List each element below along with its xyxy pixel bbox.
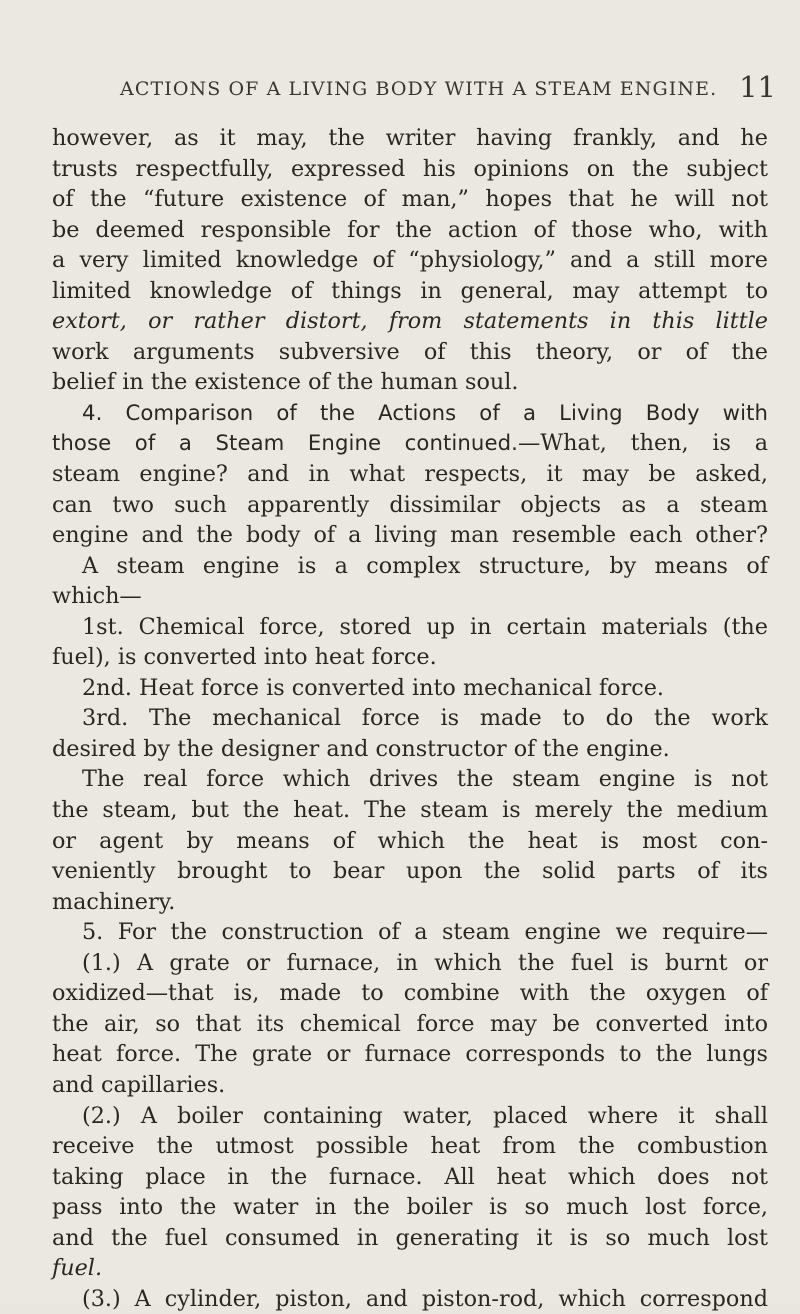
text-line: belief in the existence of the human soul. (52, 369, 519, 396)
text-line (52, 306, 768, 337)
text-line: veniently brought to bear upon the solid parts of its (52, 858, 768, 885)
section-heading-cont: those of a Steam Engine continued. (52, 430, 518, 456)
text-line (52, 1253, 768, 1284)
text-line: A steam engine is a complex structure, by means of (82, 552, 768, 579)
text-line (52, 428, 768, 459)
text-line: desired by the designer and constructor of the engine. (52, 735, 670, 762)
text-line: fuel), is converted into heat force. (52, 644, 437, 671)
text-line: of the “future existence of man,” hopes that he will not (52, 186, 768, 213)
text-line: or agent by means of which the heat is most con- (52, 827, 768, 854)
text-line-part: —What, then, is a (517, 430, 768, 457)
text-line: The real force which drives the steam engine is not (82, 766, 768, 793)
text-line: heat force. The grate or furnace corresponds to the lungs (52, 1041, 768, 1068)
text-line: 2nd. Heat force is converted into mechanical force. (82, 674, 665, 701)
text-line-part: fuel. (52, 1255, 103, 1282)
text-line: (3.) A cylinder, piston, and piston-rod, which correspond (82, 1285, 768, 1312)
text-line: engine and the body of a living man resemble each other? (52, 522, 768, 549)
text-line: however, as it may, the writer having frankly, and he (52, 125, 768, 151)
running-header (120, 70, 776, 104)
text-line: 3rd. The mechanical force is made to do the work (82, 705, 768, 732)
text-line: limited knowledge of things in general, may attempt to (52, 277, 768, 304)
text-line: be deemed responsible for the action of those who, with (52, 216, 768, 243)
text-line: oxidized—that is, made to combine with the oxygen of (52, 980, 768, 1007)
text-line: can two such apparently dissimilar objects as a steam (52, 491, 768, 518)
text-line: which— (52, 583, 142, 610)
text-line: a very limited knowledge of “physiology,” and a still more (52, 247, 768, 274)
text-line: and the fuel consumed in generating it is so much lost (52, 1224, 768, 1251)
text-line: work arguments subversive of this theory, or of the (52, 338, 768, 365)
text-line: 1st. Chemical force, stored up in certain materials (the (82, 613, 768, 640)
text-line: taking place in the furnace. All heat which does not (52, 1163, 768, 1190)
text-line: receive the utmost possible heat from the combustion (52, 1133, 768, 1160)
body-text (52, 123, 768, 1314)
text-line: trusts respectfully, expressed his opinions on the subject (52, 155, 768, 182)
text-line: pass into the water in the boiler is so much lost force, (52, 1194, 768, 1221)
text-line-part: extort, or rather distort, from statements in this little (52, 308, 768, 335)
text-line: 5. For the construction of a steam engine we require— (82, 919, 768, 946)
text-line: (1.) A grate or furnace, in which the fuel is burnt or (82, 949, 768, 976)
text-line: machinery. (52, 888, 176, 915)
text-line: (2.) A boiler containing water, placed where it shall (82, 1102, 768, 1129)
text-line: the steam, but the heat. The steam is merely the medium (52, 797, 768, 824)
text-line: and capillaries. (52, 1071, 226, 1098)
text-line: steam engine? and in what respects, it may be asked, (52, 461, 768, 488)
header-title: ACTIONS OF A LIVING BODY WITH A STEAM ENGINE. (120, 78, 718, 100)
text-line: the air, so that its chemical force may be converted into (52, 1010, 768, 1037)
section-heading: 4. Comparison of the Actions of a Living Body with (82, 399, 768, 425)
page-number: 11 (739, 70, 776, 104)
